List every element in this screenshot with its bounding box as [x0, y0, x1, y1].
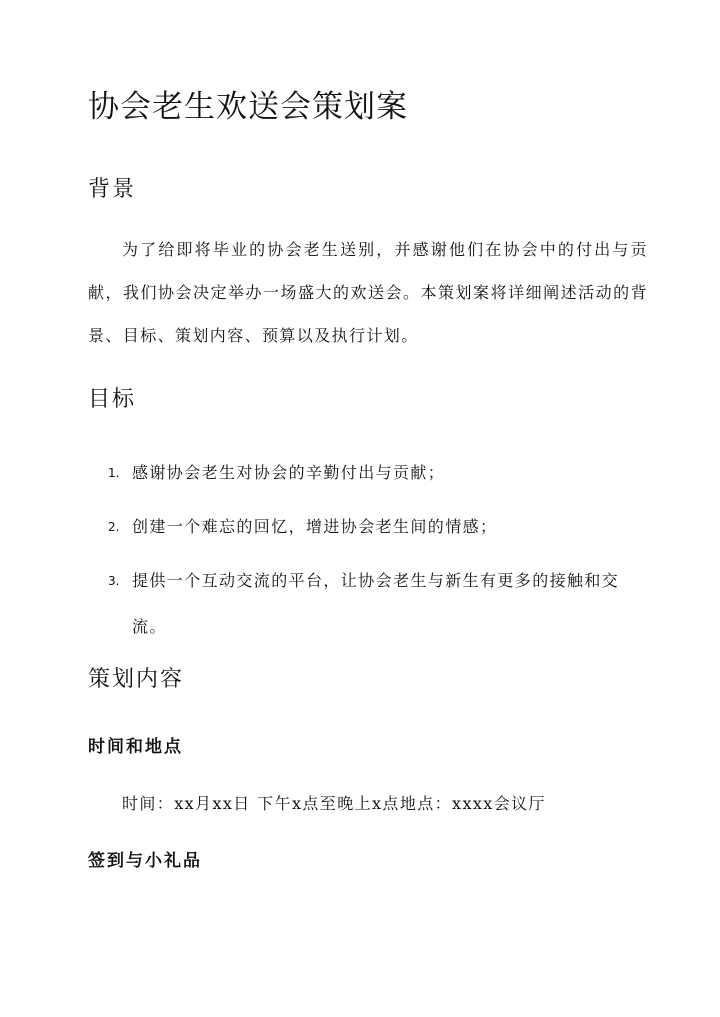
list-item-text: 提供一个互动交流的平台，让协会老生与新生有更多的接触和交流。: [132, 571, 620, 636]
list-item: [88, 450, 648, 496]
list-item-text: 创建一个难忘的回忆，增进协会老生间的情感；: [132, 517, 498, 536]
subsection-heading-checkin: 签到与小礼品: [88, 851, 202, 871]
subsection-heading-time-place: 时间和地点: [88, 737, 183, 757]
time-place-line: 时间：xx月xx日 下午x点至晚上x点地点：xxxx会议厅: [122, 794, 546, 813]
section-heading-plan: 策划内容: [88, 667, 185, 692]
background-paragraph: 为了给即将毕业的协会老生送别，并感谢他们在协会中的付出与贡献，我们协会决定举办一场盛大的欢送会。本策划案将详细阐述活动的背景、目标、策划内容、预算以及执行计划。: [88, 240, 648, 345]
section-heading-background: 背景: [88, 177, 137, 202]
document-title: 协会老生欢送会策划案: [88, 89, 408, 125]
list-item-number: 3.: [108, 574, 120, 588]
section-heading-goals: 目标: [88, 387, 137, 412]
list-item-number: 1.: [108, 466, 120, 480]
list-item-number: 2.: [108, 520, 120, 534]
list-item: [88, 558, 648, 650]
goals-list: [88, 450, 648, 658]
list-item-text: 感谢协会老生对协会的辛勤付出与贡献；: [132, 463, 446, 482]
list-item: [88, 504, 648, 550]
